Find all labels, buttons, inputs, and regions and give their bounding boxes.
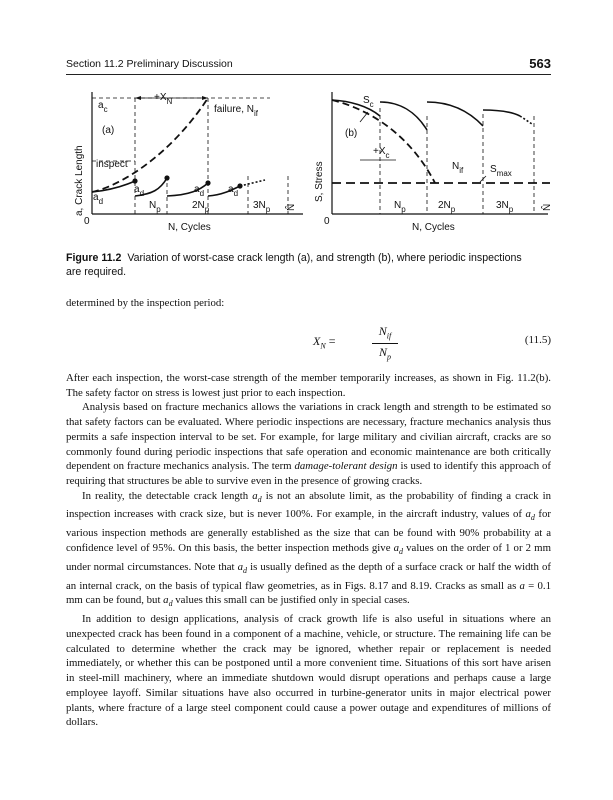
tick-2np: $2N_p$: [438, 200, 456, 214]
inspection-point: [164, 175, 169, 180]
panel-a-tag: (a): [102, 125, 115, 136]
panel-a-x-label: N, Cycles: [168, 222, 211, 233]
page-number: 563: [529, 56, 551, 71]
label-ad: $a_d$: [134, 184, 145, 198]
inspection-point: [205, 180, 210, 185]
label-ad: $a_d$: [228, 184, 239, 198]
label-sc: $S_c$: [363, 95, 374, 109]
label-inspect: inspect: [96, 159, 128, 170]
panel-a-y-label: a, Crack Length: [74, 145, 85, 216]
inspection-point: [132, 178, 137, 183]
label-nif: $N_{if}$: [452, 161, 464, 175]
label-ac: $a_c$: [98, 100, 108, 114]
header-rule: [66, 74, 551, 75]
equation-11-5: [66, 324, 551, 362]
panel-b-y-label: S, Stress: [314, 161, 325, 202]
tick-2np: $2N_p$: [192, 200, 210, 214]
panel-a: [74, 92, 303, 233]
tick-nhat: N̂: [542, 203, 553, 211]
worst-case-strength-curve: [332, 100, 435, 183]
panel-b-tag: (b): [345, 128, 358, 139]
equation-fraction: $N_{if}$ $N_p$: [372, 324, 398, 366]
tick-3np: $3N_p$: [253, 200, 271, 214]
paragraph: Analysis based on fracture mechanics allows the variations in crack length and strength to be estimated so that safety factors can be evaluated. Where periodic inspections are necessary, fracture mechanics analysis thus permits a safe inspection interval to be set. For example, for large military and civilian aircraft, cracks are so commonly found during periodic inspections that safe operation and economic maintenance are both critically dependent on fracture mechanics analysis. The term damage-tolerant design is used to identify this approach of requiring that structures be able to survive even in the presence of growing cracks.: [66, 401, 552, 487]
equation-lhs: $X_N$ =: [313, 334, 336, 351]
paragraph: In reality, the detectable crack length $a_d$ is not an absolute limit, as the probability of finding a crack in inspection increases with crack size, but is never 100%. For example, in the aircraft industry, values of $a_d$ for various inspection methods are generally established as the size that can be found with 90% probability at a confidence level of 95%. On this basis, the better inspection methods give $a_d$ values on the order of 1 or 2 mm under normal circumstances. Note that $a_d$ is usually defined as the depth of a surface crack or half the width of an internal crack, on the basis of typical flaw geometries, as in Figs. 8.17 and 8.19. Cracks as small as a = 0.1 mm can be found, but $a_d$ values this small can be justified only in special cases.: [66, 489, 552, 609]
figure-label: Figure 11.2: [66, 252, 122, 264]
paragraph: After each inspection, the worst-case strength of the member temporarily increases, as shown in Fig. 11.2(b). The safety factor on stress is lowest just prior to each inspection.: [66, 372, 551, 399]
figure-11-2: [60, 86, 560, 246]
label-ad: $a_d$: [93, 192, 104, 206]
label-xc: $+X_c$: [373, 146, 390, 160]
figure-caption: [66, 251, 536, 279]
inspection-point: [237, 183, 242, 188]
worst-case-crack-curve: [92, 98, 208, 192]
panel-b: [314, 92, 553, 233]
tick-np: $N_p$: [394, 200, 406, 214]
section-title: Section 11.2 Preliminary Discussion: [66, 58, 233, 70]
label-ad: $a_d$: [194, 184, 205, 198]
label-failure: failure, $N_{if}$: [214, 104, 259, 118]
panel-a-origin: 0: [84, 216, 90, 227]
equation-number: (11.5): [524, 334, 551, 346]
tick-np: $N_p$: [149, 200, 161, 214]
lead-text: determined by the inspection period:: [66, 297, 225, 309]
body-text: [66, 371, 551, 730]
paragraph: In addition to design applications, analysis of crack growth life is also useful in situations where an unexpected crack has been found in a component of a machine, vehicle, or structure. The remaining life can be calculated to determine whether the crack may be ignored, whether repair or replacement is needed immediately, or whether this can be postponed until a more convenient time. Situations of this sort have arisen in steel-mill machinery, where an immediate shutdown would disrupt operations and perhaps cause a large employee layoff. Similar situations have also occurred in turbine-generator units in major electrical power plants, where fracture of a large steel component could cause a power outage and expenditures of millions of dollars.: [66, 613, 551, 729]
tick-nhat: N̂: [286, 203, 297, 211]
caption-text: Variation of worst-case crack length (a), and strength (b), where periodic inspections are required.: [66, 252, 522, 278]
tick-3np: $3N_p$: [496, 200, 514, 214]
panel-b-origin: 0: [324, 216, 330, 227]
label-xn: $+X_N$: [154, 92, 173, 106]
panel-b-x-label: N, Cycles: [412, 222, 455, 233]
label-smax: $S_{max}$: [490, 164, 512, 178]
